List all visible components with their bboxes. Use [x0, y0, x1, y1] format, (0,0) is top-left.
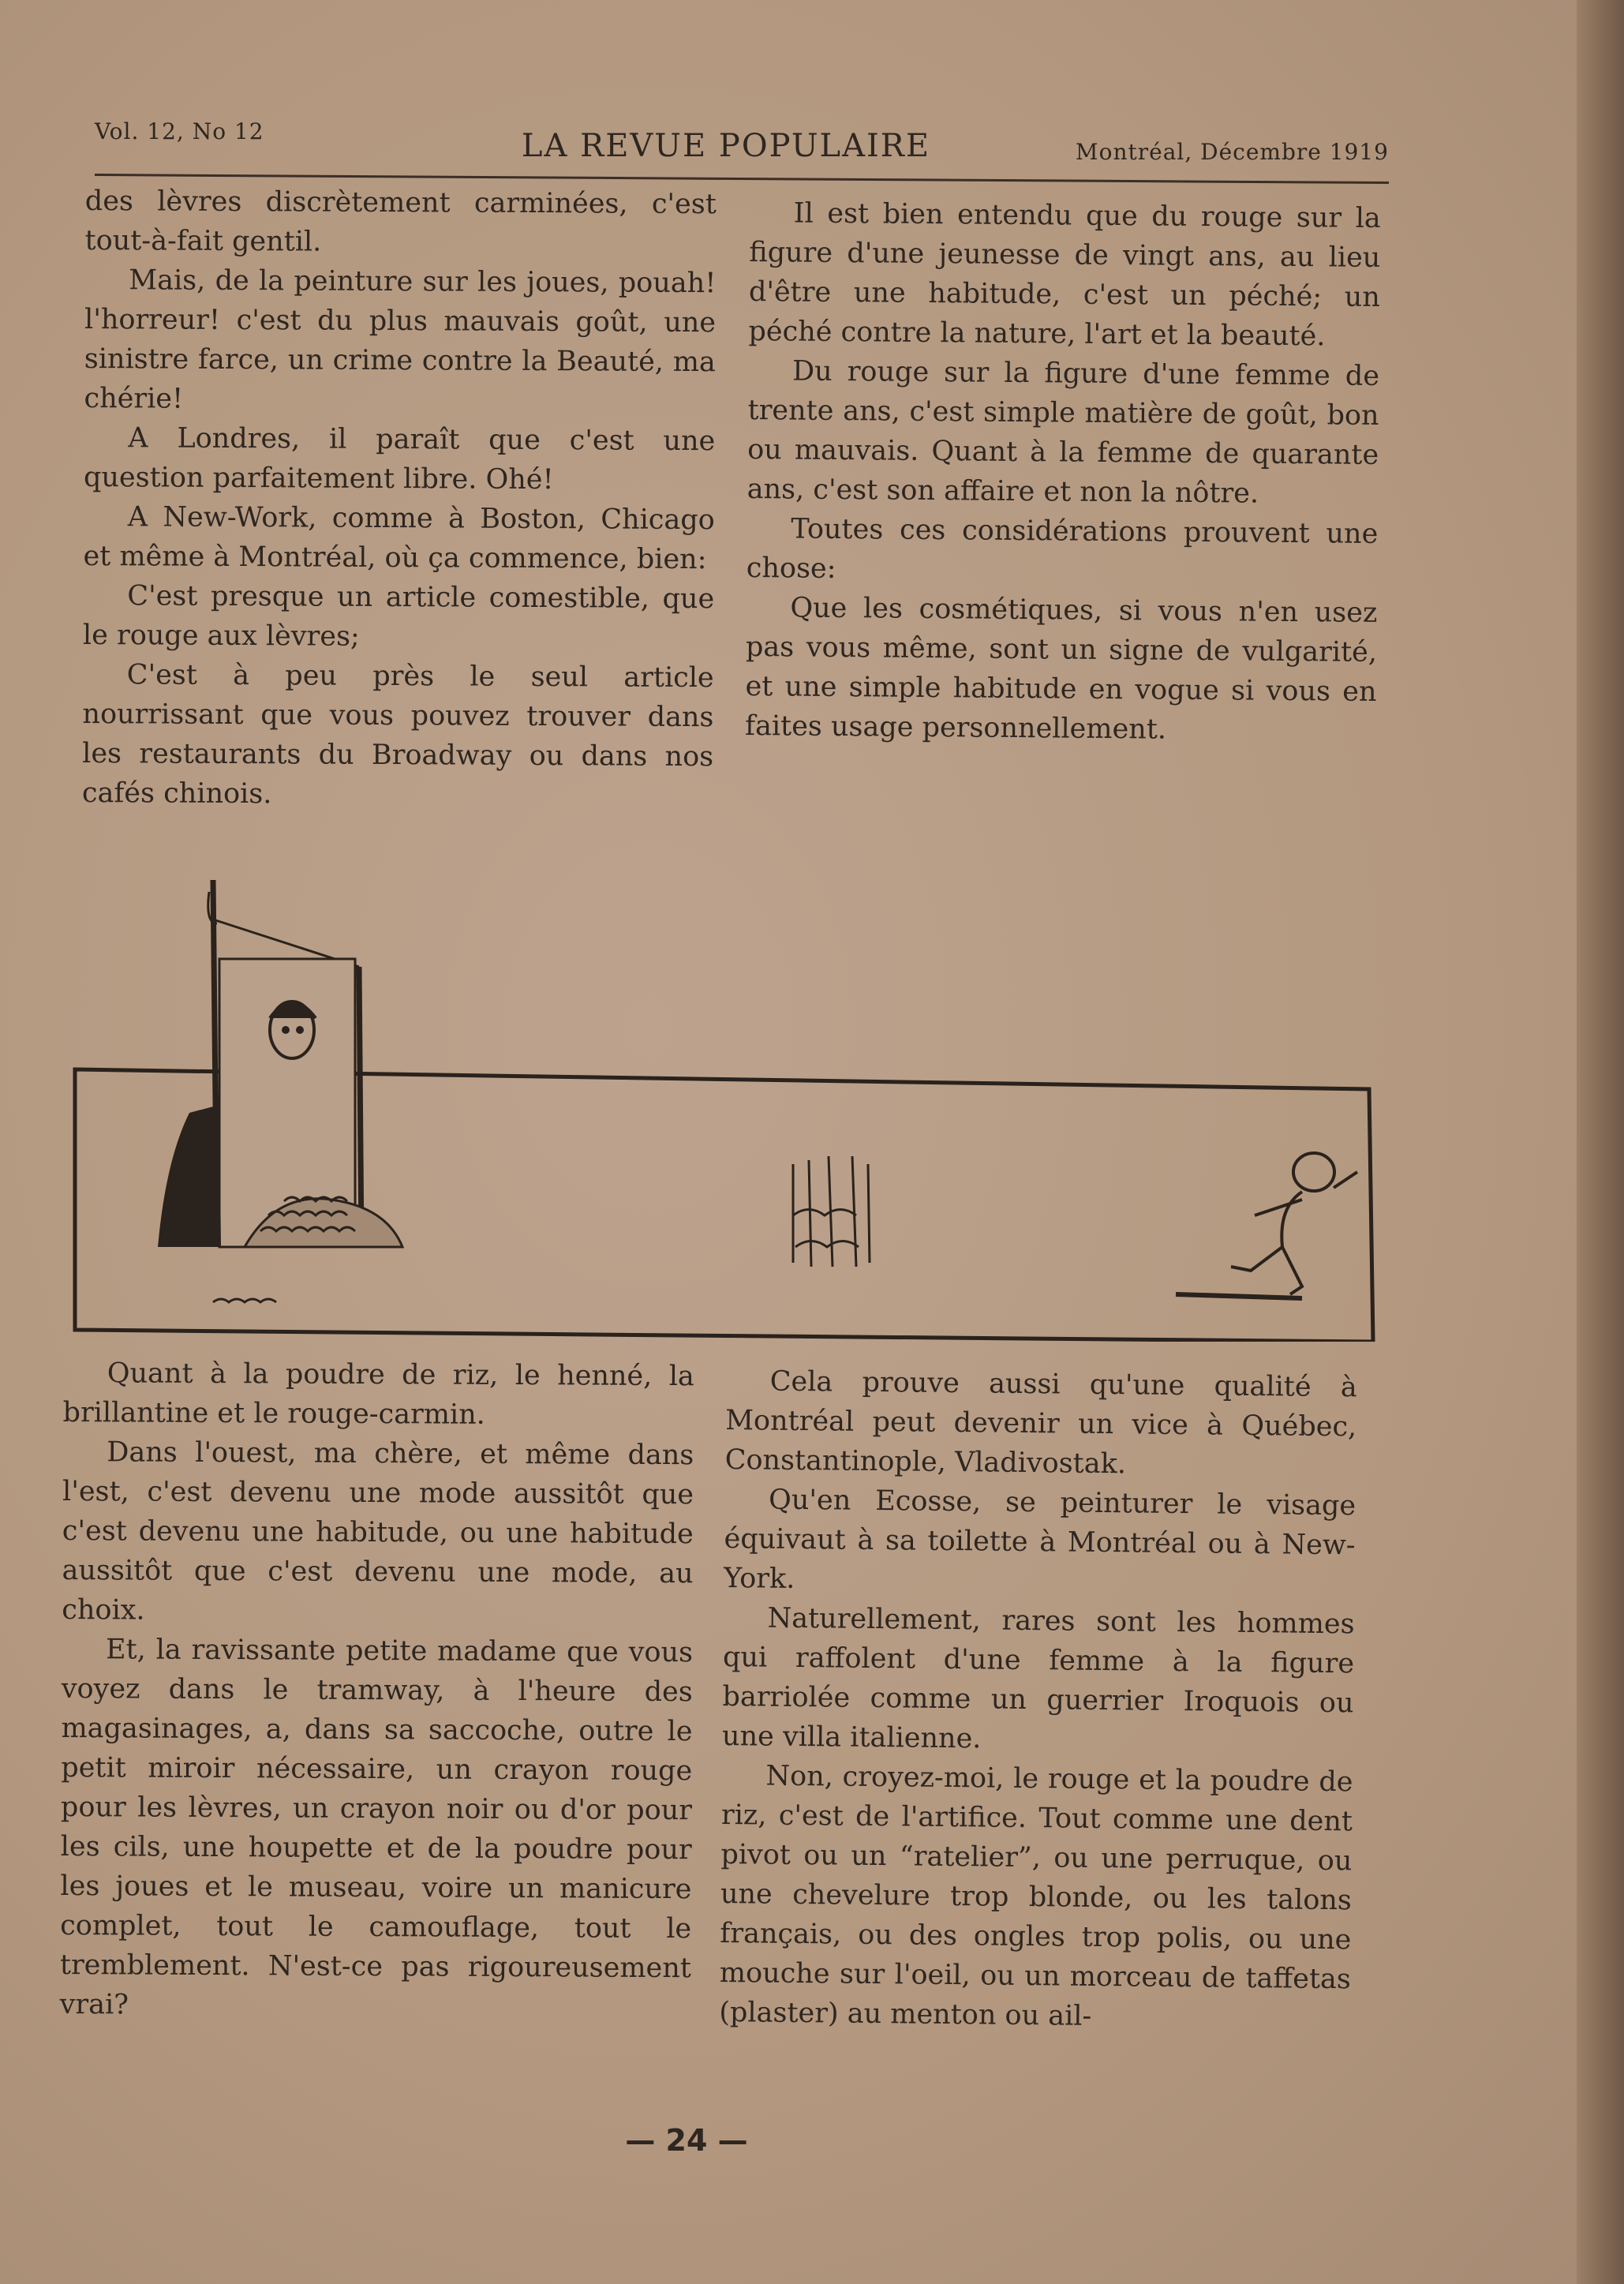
publication-title: LA REVUE POPULAIRE	[521, 128, 931, 164]
paragraph: Naturellement, rares sont les hommes qui raffolent d'une femme à la figure barriolée comme un guerrier Iroquois ou une villa italienne.	[721, 1602, 1355, 1755]
paragraph: Qu'en Ecosse, se peinturer le visage équivaut à sa toilette à Montréal ou à New-York.	[723, 1484, 1356, 1595]
paragraph: C'est presque un article comestible, que le rouge aux lèvres;	[82, 580, 715, 653]
issue-date: Montréal, Décembre 1919	[1075, 139, 1389, 165]
column-top-left	[82, 182, 717, 816]
column-top-right	[745, 193, 1381, 751]
column-bottom-right	[719, 1361, 1357, 2039]
page-number: — 24 —	[625, 2123, 748, 2158]
paragraph: des lèvres discrètement carminées, c'est tout-à-fait gentil.	[84, 185, 717, 258]
volume-number: Vol. 12, No 12	[95, 118, 264, 144]
paragraph: Non, croyez-moi, le rouge et la poudre de riz, c'est de l'artifice. Tout comme une dent pivot ou un “ratelier”, ou une perruque, ou une chevelure trop blonde, ou les talons français, ou des ongles trop polis, ou une mouche sur l'oeil, ou un morceau de taffetas (plaster) au menton ou ail-	[719, 1760, 1353, 2032]
page-binding-edge	[1577, 0, 1624, 2284]
paragraph: Du rouge sur la figure d'une femme de trente ans, c'est simple matière de goût, bon ou mauvais. Quant à la femme de quarante ans, c'est son affaire et non la nôtre.	[747, 355, 1380, 510]
paragraph: Il est bien entendu que du rouge sur la figure d'une jeunesse de vingt ans, au lieu d'être une habitude, c'est un péché; un péché contre la nature, l'art et la beauté.	[748, 197, 1381, 353]
curtain-pole-right	[359, 967, 361, 1247]
paragraph: Que les cosmétiques, si vous n'en usez pas vous même, sont un signe de vulgarité, et une simple habitude en vogue si vous en faites usage personnellement.	[744, 592, 1378, 746]
paragraph: A New-Work, comme à Boston, Chicago et même à Montréal, où ça commence, bien:	[83, 501, 715, 576]
paragraph: A Londres, il paraît que c'est une question parfaitement libre. Ohé!	[83, 422, 716, 496]
paragraph: Quant à la poudre de riz, le henné, la brillantine et le rouge-carmin.	[62, 1357, 694, 1431]
running-man-figure	[1176, 1153, 1357, 1298]
column-bottom-left	[60, 1354, 694, 2028]
paragraph: Mais, de la peinture sur les joues, pouah! l'horreur! c'est du plus mauvais goût, une sinistre farce, un crime contre la Beauté, ma chérie!	[84, 264, 717, 415]
paragraph: Cela prouve aussi qu'une qualité à Montréal peut devenir un vice à Québec, Constantinople, Vladivostak.	[724, 1365, 1357, 1481]
paragraph: Et, la ravissante petite madame que vous voyez dans le tramway, à l'heure des magasinages, a, dans sa saccoche, outre le petit miroir nécessaire, un crayon rouge pour les lèvres, un crayon noir ou d'or pour les cils, une houpette et de la poudre pour les joues et le museau, voire un manicure complet, tout le camouflage, tout le tremblement. N'est-ce pas rigoureusement vrai?	[59, 1634, 694, 2021]
paragraph: C'est à peu près le seul article nourrissant que vous pouvez trouver dans les restaurants du Broadway ou dans nos cafés chinois.	[81, 659, 714, 811]
running-header	[95, 110, 1389, 166]
hanging-cloth	[158, 1105, 221, 1247]
illustration-sketch	[71, 876, 1381, 1342]
cosmetic-jar-sketch	[793, 1156, 870, 1267]
paragraph: Dans l'ouest, ma chère, et même dans l'est, c'est devenu une mode aussitôt que c'est devenu une habitude, ou une habitude aussitôt que c'est devenu une mode, au choix.	[62, 1436, 694, 1627]
paragraph: Toutes ces considérations prouvent une chose:	[746, 513, 1379, 585]
